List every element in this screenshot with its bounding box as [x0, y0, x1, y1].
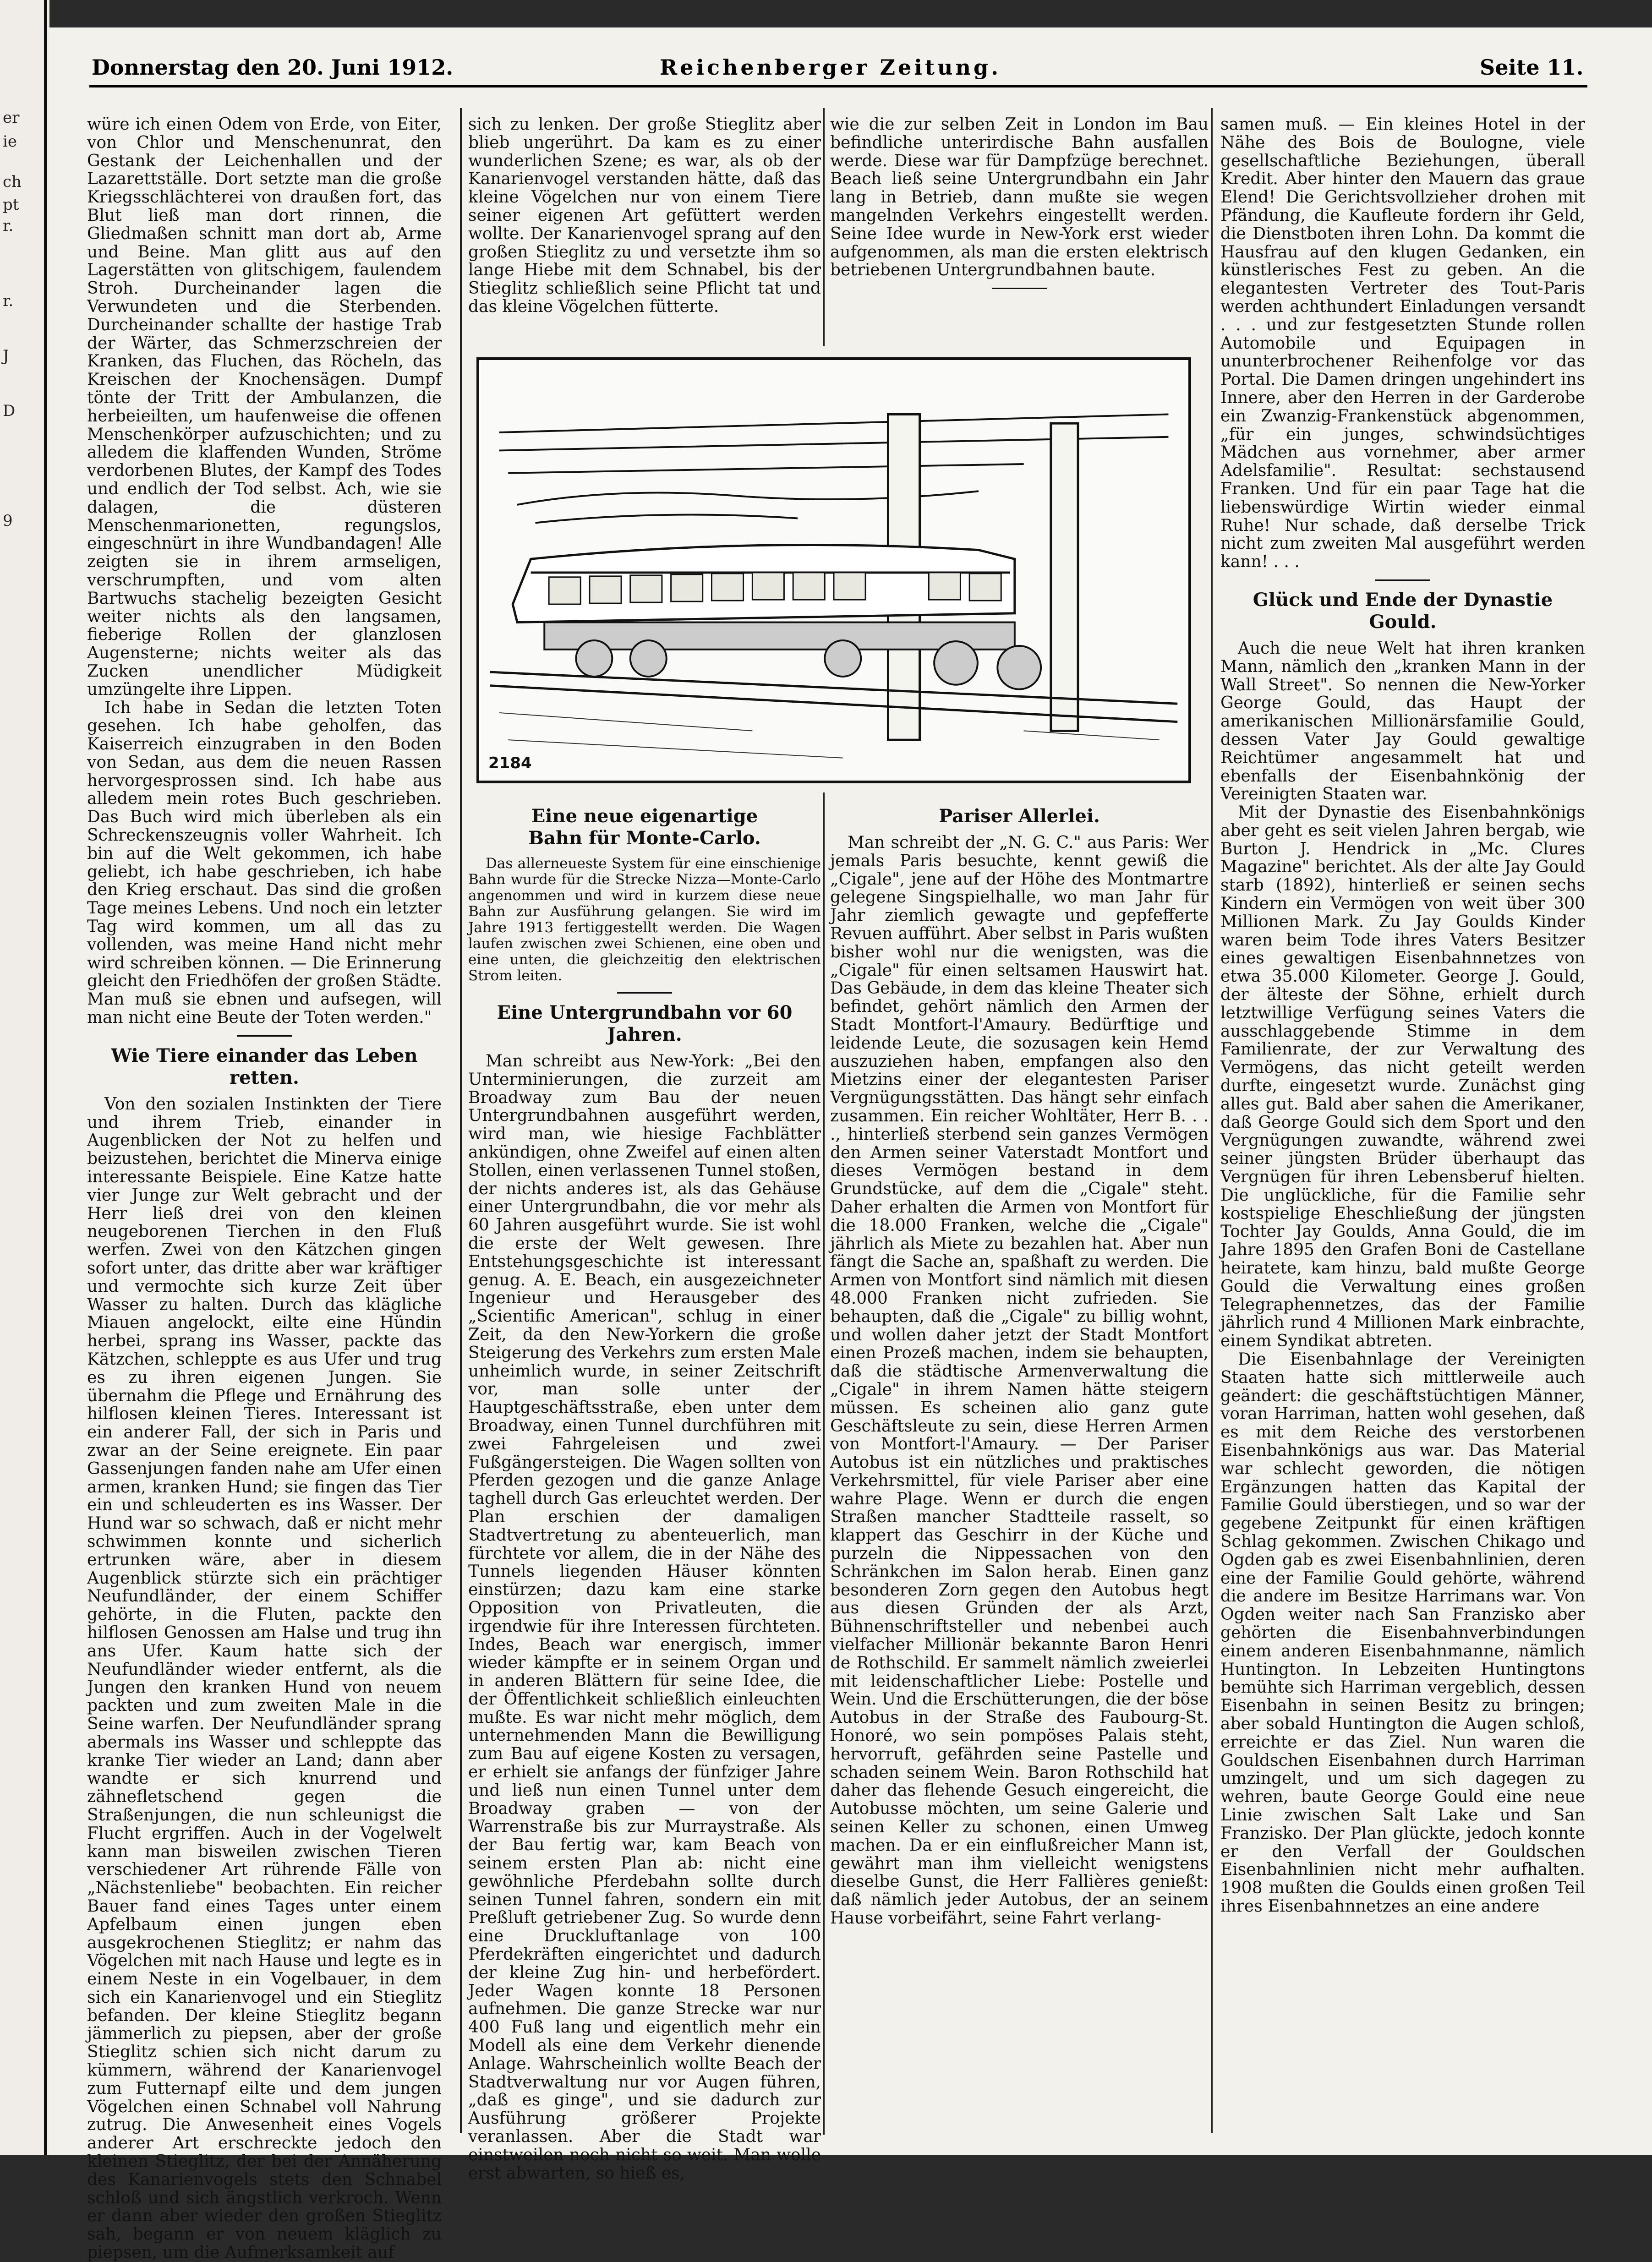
- article-headline: Bahn für Monte-Carlo.: [528, 827, 761, 849]
- article-paragraph: Ich habe in Sedan die letzten Toten gesehen. Ich habe geholfen, das Kaiserreich einzugraben in den Boden von Sedan, aus dem die neuen Rassen hervorgesprossen sind. Ich habe aus alledem mein rotes Buch geschrieben. Das Buch wird mich überleben als ein Schreckenszeugnis voller Wahrheit. Ich bin auf die Welt gekommen, ich habe geliebt, ich habe geschrieben, ich habe den Krieg erschaut. Das sind die großen Tage meines Lebens. Und noch ein letzter Tag wird kommen, um all das zu vollenden, was meine Hand nicht mehr wird schreiben können. — Die Erinnerung gleicht den Friedhöfen der großen Städte. Man muß sie ebnen und aufsegen, will man nicht eine Beute der Toten werden.": [87, 698, 442, 1027]
- article-continuation: samen muß. — Ein kleines Hotel in der Nähe des Bois de Boulogne, viele gesellschaftliche Beziehungen, überall Kredit. Aber hinter den Mauern das graue Elend! Die Gerichtsvollzieher drohen mit Pfändung, die Kaufleute fordern ihr Geld, die Dienstboten ihren Lohn. Da kommt die Hausfrau auf den klugen Gedanken, ein künstlerisches Fest zu geben. An die elegantesten Vertreter des Tout-Paris werden achthundert Einladungen versandt . . . und zur festgesetzten Stunde rollen Automobile und Equipagen in ununterbrochener Reihenfolge vor das Portal. Die Damen dringen ungehindert ins Innere, aber den Herren in der Garderobe ein Zwanzig-Frankenstück abgenommen, „für ein junges, schwindsüchtiges Mädchen aus vornehmer, aber armer Adelsfamilie". Resultat: sechstausend Franken. Und für ein paar Tage hat die liebenswürdige Wirtin wieder einmal Ruhe! Nur schade, daß derselbe Trick nicht zum zweiten Mal ausgeführt werden kann! . . .: [1220, 115, 1585, 572]
- margin-fragment: pt: [3, 196, 19, 214]
- column-2-bottom: [468, 797, 821, 2183]
- margin-fragment: D: [3, 402, 16, 420]
- article-paragraph: Man schreibt aus New-York: „Bei den Unterminierungen, die zurzeit am Broadway zum Bau der neuen Untergrundbahnen ausgeführt werden, wird man, wie hiesige Fachblätter ankündigen, ohne Zweifel auf einen alten Stollen, einen verlassenen Tunnel stoßen, der nichts anderes ist, als das Gehäuse einer Untergrundbahn, die vor mehr als 60 Jahren ausgeführt wurde. Sie ist wohl die erste der Welt gewesen. Ihre Entstehungsgeschichte ist interessant genug. A. E. Beach, ein ausgezeichneter Ingenieur und Herausgeber des „Scientific American", schlug in einer Zeit, da den New-Yorkern die große Steigerung des Verkehrs zum ersten Male unheimlich wurde, in seiner Zeitschrift vor, man solle unter der Hauptgeschäftsstraße, eben unter dem Broadway, einen Tunnel durchführen mit zwei Fahrgeleisen und zwei Fußgängersteigen. Die Wagen sollten von Pferden gezogen und die ganze Anlage taghell durch Gas erleuchtet werden. Der Plan erschien der damaligen Stadtvertretung zu abenteuerlich, man fürchtete vor allem, die in der Nähe des Tunnels liegenden Häuser könnten einstürzen; dazu kam eine starke Opposition von Privatleuten, die irgendwie für ihre Interessen fürchteten. Indes, Beach war energisch, immer wieder kämpfte er in seinem Organ und in anderen Blättern für seine Idee, die der Öffentlichkeit schließlich einleuchten mußte. Es war nicht mehr möglich, dem unternehmenden Mann die Bewilligung zum Bau auf eigene Kosten zu versagen, er erhielt sie anfangs der fünfziger Jahre und ließ nun einen Tunnel unter dem Broadway graben — von der Warrenstraße bis zur Murraystraße. Als der Bau fertig war, kam Beach von seinem ersten Plan ab: nicht eine gewöhnliche Pferdebahn sollte durch seinen Tunnel fahren, sondern ein mit Preßluft getriebener Zug. So wurde denn eine Druckluftanlage von 100 Pferdekräften eingerichtet und dadurch der kleine Zug hin- und herbefördert. Jeder Wagen konnte 18 Personen aufnehmen. Die ganze Strecke war nur 400 Fuß lang und eigentlich mehr ein Modell als eine dem Verkehr dienende Anlage. Wahrscheinlich wollte Beach der Stadtverwaltung nur vor Augen führen, „daß es ginge", und sie dadurch zur Ausführung größerer Projekte veranlassen. Aber die Stadt war einstweilen noch nicht so weit. Man wolle erst abwarten, so hieß es,: [468, 1052, 821, 2183]
- article-continuation: würe ich einen Odem von Erde, von Eiter, von Chlor und Menschenunrat, den Gestank der Leichenhallen und der Lazarettställe. Dort setzte man die große Kriegsschlächterei von draußen fort, das Blut ließ man dort rinnen, die Gliedmaßen schnitt man dort ab, Arme und Beine. Man glitt aus auf den Lagerstätten von glitschigem, faulendem Stroh. Durcheinander lagen die Verwundeten und die Sterbenden. Durcheinander schallte der hastige Trab der Wärter, das Schmerzschreien der Kranken, das Fluchen, das Röcheln, das Kreischen der Knochensägen. Dumpf tönte der Tritt der Ambulanzen, die herbeieilten, um haufenweise die offenen Menschenkörper aufzuschichten; und zu alledem die klaffenden Wunden, Ströme verdorbenen Blutes, der Kampf des Todes und endlich der Tod selbst. Ach, wie sie dalagen, die düsteren Menschenmarionetten, regungslos, eingeschnürt in ihre Wundbandagen! Alle zeigten sie in ihrem armseligen, verschrumpften, und vom alten Bartwuchs stachelig bezeigten Gesicht weiter nichts als den langsamen, fieberige Rollen der glanzlosen Augensterne; nichts weiter als das Zucken unendlicher Müdigkeit umzüngelte ihre Lippen.: [87, 115, 442, 699]
- column-3-bottom: [830, 797, 1209, 2139]
- left-margin-strip: [0, 0, 49, 2155]
- column-4: [1220, 115, 1585, 2140]
- column-2-top: [468, 115, 821, 354]
- article-paragraph: Mit der Dynastie des Eisenbahnkönigs aber geht es seit vielen Jahren bergab, wie Burton J. Hendrick in „Mc. Clures Magazine" berichtet. Als der alte Jay Gould starb (1892), hinterließ er seinen sechs Kindern ein Vermögen von weit über 300 Millionen Mark. Zu Jay Goulds Kinder waren beim Tode ihres Vaters Besitzer eines gewaltigen Eisenbahnnetzes von etwa 35.000 Kilometer. George J. Gould, der älteste der Söhne, erhielt durch letztwillige Verfügung seines Vaters die ausschlaggebende Stimme in dem Familienrate, der zur Verwaltung des Vermögens, das nicht geteilt werden durfte, eingesetzt wurde. Zunächst ging alles gut. Bald aber sahen die Amerikaner, daß George Gould sich dem Sport und den Vergnügungen zuwandte, während zwei seiner jüngsten Brüder überhaupt das Vergnügen für ihren Lebensberuf hielten. Die unglückliche, für die Familie sehr kostspielige Eheschließung der jüngsten Tochter Jay Goulds, Anna Gould, die im Jahre 1895 den Grafen Boni de Castellane heiratete, kam hinzu, bald mußte George Gould die Verwaltung eines großen Telegraphennetzes, das der Familie jährlich rund 4 Millionen Mark einbrachte, einem Syndikat abtreten.: [1220, 803, 1585, 1351]
- article-continuation: wie die zur selben Zeit in London im Bau befindliche unterirdische Bahn ausfallen werde. Diese war für Dampfzüge berechnet. Beach ließ seine Untergrundbahn ein Jahr lang in Betrieb, dann mußte sie wegen mangelnden Verkehrs eingestellt werden. Seine Idee wurde in New-York erst wieder aufgenommen, als man die ersten elektrisch betriebenen Untergrundbahnen baute.: [830, 115, 1209, 280]
- illustration-number: 2184: [488, 754, 532, 772]
- column-rule: [1211, 108, 1213, 2133]
- article-continuation: sich zu lenken. Der große Stieglitz aber blieb ungerührt. Da kam es zu einer wunderlichen Szene; es war, als ob der Kanarienvogel verstanden hätte, daß das kleine Vögelchen nur von einem Tiere seiner eigenen Art gefüttert werden wollte. Der Kanarienvogel sprang auf den großen Stieglitz zu und versetzte ihm so lange Hiebe mit dem Schnabel, bis der Stieglitz schließlich seine Pflicht tat und das kleine Vögelchen fütterte.: [468, 115, 821, 316]
- article-paragraph: Auch die neue Welt hat ihren kranken Mann, nämlich den „kranken Mann in der Wall Street". So nennen die New-Yorker George Gould, das Haupt der amerikanischen Millionärsfamilie Gould, dessen Vater Jay Gould gewaltige Reichtümer angesammelt hat und ebenfalls der Eisenbahnkönig der Vereinigten Staaten war.: [1220, 639, 1585, 804]
- column-1: [87, 115, 442, 2262]
- column-rule: [460, 108, 462, 2133]
- margin-fragment: r.: [3, 217, 14, 235]
- article-separator: [237, 1035, 292, 1037]
- issue-date: Donnerstag den 20. Juni 1912.: [92, 55, 454, 80]
- article-separator: [617, 992, 672, 994]
- article-paragraph: Die Eisenbahnlage der Vereinigten Staaten hatte sich mittlerweile auch geändert: die geschäftstüchtigen Männer, voran Harriman, hatten wohl gesehen, daß es mit dem Reiche des verstorbenen Eisenbahnkönigs aus war. Das Material war schlecht geworden, die nötigen Ergänzungen hatten das Kapital der Familie Gould überstiegen, und so war der gegebene Zeitpunkt für einen kräftigen Schlag gekommen. Zwischen Chikago und Ogden gab es zwei Eisenbahnlinien, deren eine der Familie Gould gehörte, während die andere im Besitze Harrimans war. Von Ogden weiter nach San Franzisko aber gehörten die Eisenbahnverbindungen einem anderen Eisenbahnmanne, nämlich Huntington. In Lebzeiten Huntingtons bemühte sich Harriman vergeblich, dessen Eisenbahn in seinen Besitz zu bringen; aber sobald Huntington die Augen schloß, erreichte er das Ziel. Nun waren die Gouldschen Eisenbahnen durch Harriman umzingelt, und um sich dagegen zu wehren, baute George Gould eine neue Linie zwischen Salt Lake und San Franzisko. Der Plan glückte, jedoch konnte er den Verfall der Gouldschen Eisenbahnlinien nicht mehr aufhalten. 1908 mußten die Goulds einen großen Teil ihres Eisenbahnnetzes an eine andere: [1220, 1350, 1585, 1916]
- article-paragraph: Von den sozialen Instinkten der Tiere und ihrem Trieb, einander in Augenblicken der Not zu helfen und beizustehen, berichtet die Minerva einige interessante Beispiele. Eine Katze hatte vier Junge zur Welt gebracht und der Herr ließ drei von den kleinen neugeborenen Tierchen in den Fluß werfen. Zwei von den Kätzchen gingen sofort unter, das dritte aber war kräftiger und vermochte sich kurze Zeit über Wasser zu halten. Durch das klägliche Miauen angelockt, eilte eine Hündin herbei, sprang ins Wasser, packte das Kätzchen, schleppte es aus Ufer und trug es zu ihren eigenen Jungen. Sie übernahm die Pflege und Ernährung des hilflosen kleinen Tieres. Interessant ist ein anderer Fall, der sich in Paris und zwar an der Seine ereignete. Ein paar Gassenjungen fanden nahe am Ufer einen armen, kranken Hund; sie fingen das Tier ein und schleuderten es ins Wasser. Der Hund war so schwach, daß er nicht mehr schwimmen konnte und sicherlich ertrunken wäre, aber in diesem Augenblick stürzte sich ein prächtiger Neufundländer, der einem Schiffer gehörte, in die Fluten, packte den hilflosen Genossen am Halse und trug ihn ans Ufer. Kaum hatte sich der Neufundländer wieder entfernt, als die Jungen den kranken Hund von neuem packten und zum zweiten Male in die Seine warfen. Der Neufundländer sprang abermals ins Wasser und schleppte das kranke Tier wieder an Land; dann aber wandte er sich knurrend und zähnefletschend gegen die Straßenjungen, die nun schleunigst die Flucht ergriffen. Auch in der Vogelwelt kann man bisweilen zwischen Tieren verschiedener Art rührende Fälle von „Nächstenliebe" beobachten. Ein reicher Bauer fand eines Tages unter einem Apfelbaum einen jungen eben ausgekrochenen Stieglitz; er nahm das Vögelchen mit nach Hause und legte es in einem Neste in ein Vogelbauer, in dem sich ein Kanarienvogel und ein Stieglitz befanden. Der kleine Stieglitz begann jämmerlich zu piepsen, aber der große Stieglitz schien sich nicht darum zu kümmern, während der Kanarienvogel zum Futternapf eilte und dem jungen Vögelchen einen Schnabel voll Nahrung zutrug. Die Anwesenheit eines Vogels anderer Art erschreckte jedoch den kleinen Stieglitz, der bei der Annäherung des Kanarienvogels stets den Schnabel schloß und sich ängstlich verkroch. Wenn er dann aber wieder den großen Stieglitz sah, begann er von neuem kläglich zu piepsen, um die Aufmerksamkeit auf: [87, 1094, 442, 2262]
- masthead-rule: [89, 85, 1587, 87]
- column-rule: [823, 108, 825, 346]
- monorail-illustration: [476, 357, 1191, 783]
- page-number: Seite 11.: [1480, 55, 1584, 80]
- monorail-drawing: [479, 360, 1188, 781]
- article-headline: Pariser Allerlei.: [939, 805, 1100, 827]
- article-separator: [992, 288, 1047, 289]
- margin-fragment: 9: [3, 512, 13, 530]
- article-separator: [1375, 579, 1430, 581]
- column-rule: [823, 792, 825, 2135]
- left-border-rule: [44, 0, 47, 2155]
- article-headline: Wie Tiere einander das Leben retten.: [111, 1044, 418, 1088]
- article-headline: Eine Untergrundbahn vor 60 Jahren.: [497, 1002, 793, 1045]
- margin-fragment: r.: [3, 292, 14, 310]
- margin-fragment: ie: [3, 132, 17, 151]
- article-paragraph: Man schreibt der „N. G. C." aus Paris: Wer jemals Paris besuchte, kennt gewiß die „Cigale", jene auf der Höhe des Montmartre gelegene Singspielhalle, wo man Jahr für Jahr ziemlich gewagte und gepfefferte Revuen aufführt. Aber selbst in Paris wußten bisher wohl nur die wenigsten, was die „Cigale" für einen seltsamen Hauswirt hat. Das Gebäude, in dem das kleine Theater sich befindet, gehört nämlich den Armen der Stadt Montfort-l'Amaury. Bedürftige und leidende Leute, die sozusagen kein Hemd auszuziehen haben, empfangen also den Mietzins einer der elegantesten Pariser Vergnügungsstätten. Das hängt sehr einfach zusammen. Ein reicher Wohltäter, Herr B. . . ., hinterließ sterbend sein ganzes Vermögen den Armen seiner Vaterstadt Montfort und dieses Vermögen bestand in dem Grundstücke, auf dem die „Cigale" steht. Daher erhalten die Armen von Montfort für die 18.000 Franken, welche die „Cigale" jährlich als Miete zu bezahlen hat. Aber nun fängt die Sache an, spaßhaft zu werden. Die Armen von Montfort sind nämlich mit diesen 48.000 Franken nicht zufrieden. Sie behaupten, daß die „Cigale" zu billig wohnt, und wollen daher jetzt der Stadt Montfort einen Prozeß machen, indem sie behaupten, daß die städtische Armenverwaltung die „Cigale" in ihrem Namen hätte steigern müssen. Es scheinen alio ganz gute Geschäftsleute zu sein, diese Herren Armen von Montfort-l'Amaury. — Der Pariser Autobus ist ein nützliches und praktisches Verkehrsmittel, für viele Pariser aber eine wahre Plage. Wenn er durch die engen Straßen mancher Stadtteile rasselt, so klappert das Geschirr in der Küche und purzeln die Nippessachen von den Schränkchen im Salon herab. Einen ganz besonderen Zorn gegen den Autobus hegt aus diesen Gründen der als Arzt, Bühnenschriftsteller und nebenbei auch vielfacher Millionär bekannte Baron Henri de Rothschild. Er sammelt nämlich zweierlei mit leidenschaftlicher Liebe: Postelle und Wein. Und die Erschütterungen, die der böse Autobus in der Straße des Faubourg-St. Honoré, wo sein pompöses Palais steht, hervorruft, gefährden seine Pastelle und schaden seinem Wein. Baron Rothschild hat daher das flehende Gesuch eingereicht, die Autobusse möchten, um seine Galerie und seinen Keller zu schonen, einen Umweg machen. Da er ein einflußreicher Mann ist, gewährt man ihm vielleicht wenigstens dieselbe Gunst, die Herr Fallières genießt: daß nämlich jeder Autobus, der an seinem Hause vorbeifährt, seine Fahrt verlang-: [830, 833, 1209, 1928]
- margin-fragment: ch: [3, 173, 22, 191]
- newspaper-title: Reichenberger Zeitung.: [660, 55, 1001, 80]
- article-paragraph: Das allerneueste System für eine einschienige Bahn wurde für die Strecke Nizza—Monte-Carlo angenommen und wird in kurzem diese neue Bahn zur Ausführung gelangen. Sie wird im Jahre 1913 fertiggestellt werden. Die Wagen laufen zwischen zwei Schienen, eine oben und eine unten, die gleichzeitig den elektrischen Strom leiten.: [468, 855, 821, 984]
- column-3-top: [830, 115, 1209, 354]
- article-headline: Glück und Ende der Dynastie Gould.: [1253, 589, 1553, 633]
- margin-fragment: er: [3, 109, 20, 127]
- margin-fragment: J: [3, 347, 9, 365]
- article-headline: Eine neue eigenartige: [531, 805, 758, 827]
